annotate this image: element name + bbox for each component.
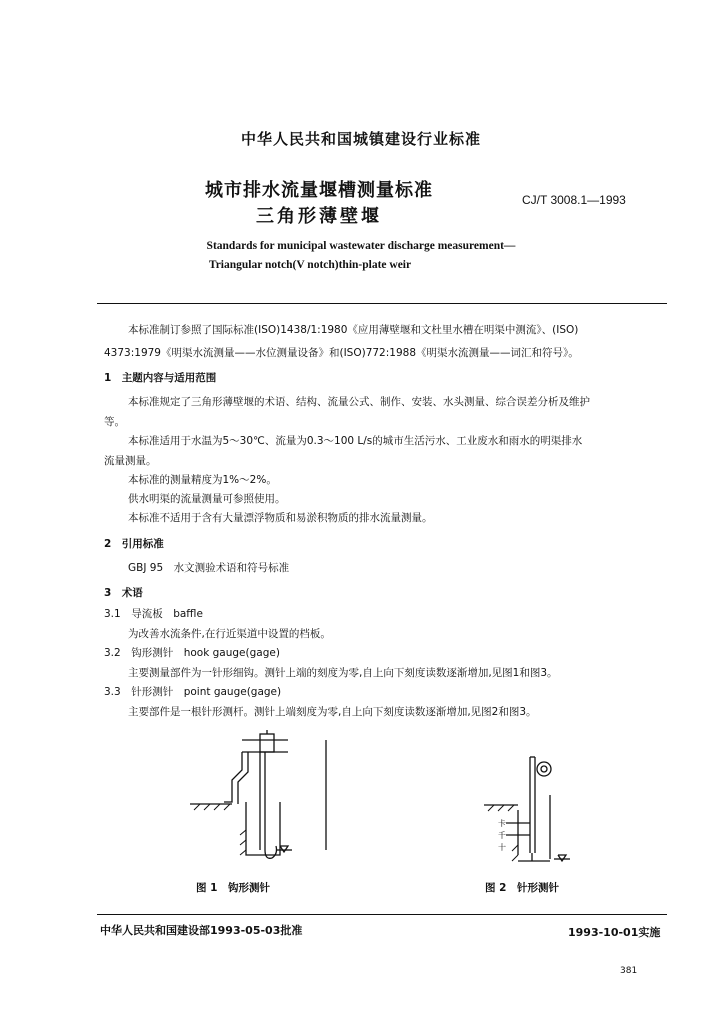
section1-para2-line1: 本标准适用于水温为5～30℃、流量为0.3～100 L/s的城市生活污水、工业废水和雨水的明渠排水 — [128, 435, 583, 447]
intro-line1: 本标准制订参照了国际标准(ISO)1438/1:1980《应用薄壁堰和文杜里水槽在明渠中测流》、(ISO) — [128, 324, 579, 336]
section1-para2-line2: 流量测量。 — [104, 455, 157, 467]
term-3-1-definition: 为改善水流条件,在行近渠道中设置的档板。 — [128, 628, 331, 640]
approval-statement: 中华人民共和国建设部1993-05-03批准 — [100, 924, 303, 937]
implementation-date: 1993-10-01实施 — [568, 926, 661, 939]
section1-para5: 本标准不适用于含有大量漂浮物质和易淤积物质的排水流量测量。 — [128, 512, 433, 524]
standard-code: CJ/T 3008.1—1993 — [522, 193, 626, 207]
top-divider — [97, 303, 667, 304]
term-3-2-definition: 主要测量部件为一针形细钩。测针上端的刻度为零,自上向下刻度读数逐渐增加,见图1和图3。 — [128, 667, 558, 679]
figure2-label-1: 卡 — [498, 819, 506, 828]
title-chinese-line2: 三角形薄壁堰 — [256, 206, 382, 227]
section3-heading: 3 术语 — [104, 587, 143, 599]
section2-reference: GBJ 95 水文测验术语和符号标准 — [128, 562, 290, 574]
term-3-2: 3.2 钩形测针 hook gauge(gage) — [104, 647, 280, 659]
term-3-3: 3.3 针形测针 point gauge(gage) — [104, 686, 282, 698]
intro-line2: 4373:1979《明渠水流测量——水位测量设备》和(ISO)772:1988《明渠水流测量——词汇和符号》。 — [104, 347, 579, 359]
figure2-point-gauge-drawing — [478, 755, 588, 875]
section1-para1-line1: 本标准规定了三角形薄壁堰的术语、结构、流量公式、制作、安装、水头测量、综合误差分析及维护 — [128, 396, 590, 408]
title-english-line2: Triangular notch(V notch)thin-plate weir — [208, 259, 412, 271]
page-number: 381 — [620, 966, 638, 976]
figure2-label-3: 十 — [498, 843, 506, 852]
section1-heading: 1 主题内容与适用范围 — [104, 372, 217, 384]
figure1-caption: 图 1 钩形测针 — [196, 882, 270, 894]
title-chinese-line1: 城市排水流量堰槽测量标准 — [205, 180, 433, 201]
issuing-body-header: 中华人民共和国城镇建设行业标准 — [240, 130, 481, 148]
section1-para1-line2: 等。 — [104, 416, 125, 428]
section1-para4: 供水明渠的流量测量可参照使用。 — [128, 493, 286, 505]
term-3-3-definition: 主要部件是一根针形测杆。测针上端刻度为零,自上向下刻度读数逐渐增加,见图2和图3。 — [128, 706, 537, 718]
section2-heading: 2 引用标准 — [104, 538, 164, 550]
title-english-line1: Standards for municipal wastewater discharge measurement— — [206, 240, 516, 252]
bottom-divider — [97, 914, 667, 915]
figure1-hook-gauge-drawing — [180, 730, 350, 870]
figure2-caption: 图 2 针形测针 — [485, 882, 559, 894]
term-3-1: 3.1 导流板 baffle — [104, 608, 203, 620]
section1-para3: 本标准的测量精度为1%～2%。 — [128, 474, 277, 486]
figure2-label-2: 千 — [498, 831, 506, 840]
